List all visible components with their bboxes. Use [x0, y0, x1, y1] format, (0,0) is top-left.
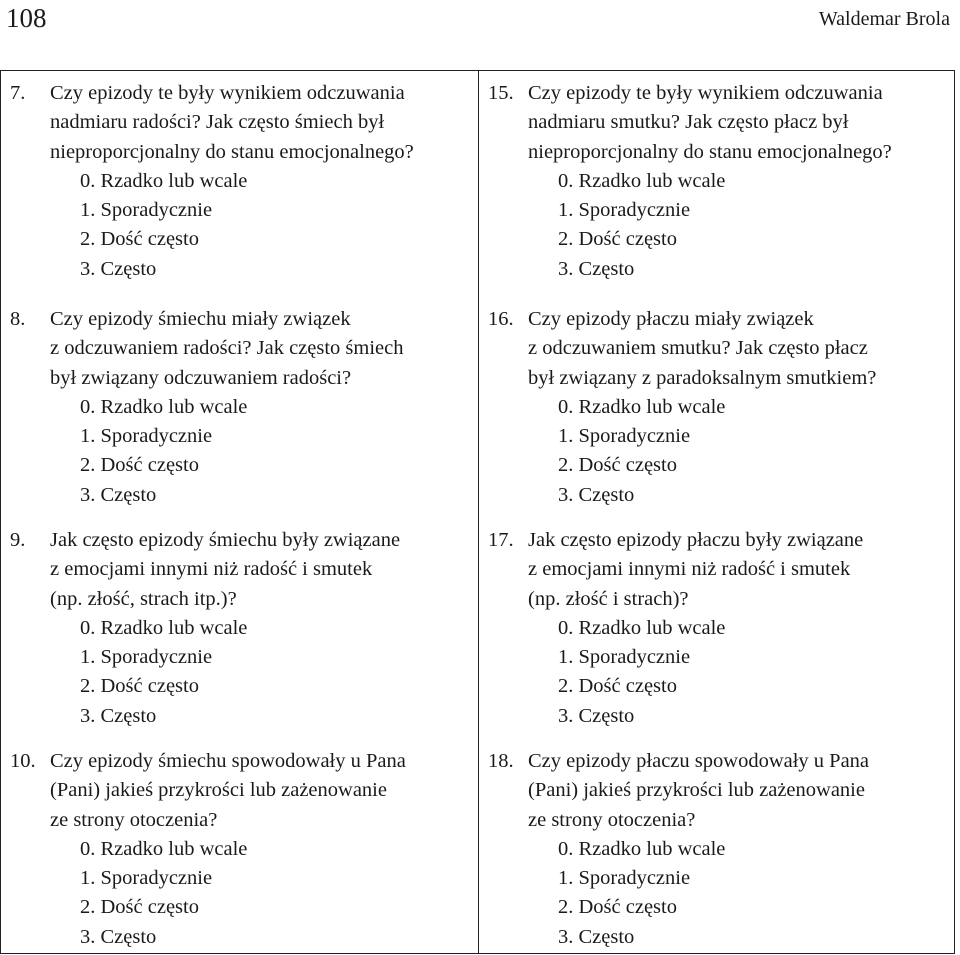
- question-cell: [479, 518, 954, 739]
- answer-option: 0. Rzadko lub wcale: [80, 837, 248, 860]
- question-header: [10, 79, 472, 167]
- questionnaire-table: [0, 70, 955, 954]
- question-cell: [1, 518, 479, 739]
- question-text: Czy epizody płaczu miały związek z odczuwaniem smutku? Jak często płacz był związany z paradoksalnym smutkiem?: [528, 308, 877, 389]
- question-header: [10, 526, 472, 614]
- answer-option: 1. Sporadycznie: [80, 199, 213, 222]
- answer-options: [80, 614, 472, 731]
- question-number: 7.: [10, 82, 26, 104]
- answer-option: 2. Dość często: [558, 228, 677, 251]
- question-number: 15.: [488, 82, 514, 104]
- answer-option: 3. Często: [558, 257, 635, 280]
- answer-options: [80, 835, 472, 952]
- question-cell: [1, 297, 479, 518]
- question-number: 17.: [488, 529, 514, 551]
- answer-option: 3. Często: [80, 257, 157, 280]
- question-number: 10.: [10, 750, 36, 772]
- running-head-author: Waldemar Brola: [818, 8, 950, 30]
- question-text: Czy epizody śmiechu spowodowały u Pana (Pani) jakieś przykrości lub zażenowanie ze strony otoczenia?: [50, 750, 406, 831]
- question-text: Czy epizody te były wynikiem odczuwania nadmiaru smutku? Jak często płacz był nieproporcjonalny do stanu emocjonalnego?: [528, 82, 892, 163]
- answer-option: 2. Dość często: [558, 454, 677, 477]
- answer-option: 1. Sporadycznie: [80, 425, 213, 448]
- question-cell: [479, 297, 954, 518]
- question-header: [10, 305, 472, 393]
- question-header: [488, 747, 948, 835]
- answer-option: 1. Sporadycznie: [558, 867, 691, 890]
- question-number: 9.: [10, 529, 26, 551]
- question-text: Jak często epizody śmiechu były związane z emocjami innymi niż radość i smutek (np. złość, strach itp.)?: [50, 529, 401, 610]
- answer-option: 0. Rzadko lub wcale: [558, 837, 726, 860]
- question-header: [488, 79, 948, 167]
- answer-option: 0. Rzadko lub wcale: [80, 169, 248, 192]
- answer-options: [558, 167, 948, 284]
- question-cell: [479, 739, 954, 953]
- question-number: 16.: [488, 308, 514, 330]
- answer-option: 0. Rzadko lub wcale: [80, 395, 248, 418]
- answer-options: [558, 614, 948, 731]
- answer-option: 1. Sporadycznie: [80, 646, 213, 669]
- question-cell: [479, 71, 954, 297]
- answer-option: 0. Rzadko lub wcale: [558, 395, 726, 418]
- answer-option: 2. Dość często: [80, 896, 199, 919]
- question-header: [10, 747, 472, 835]
- question-number: 18.: [488, 750, 514, 772]
- question-header: [488, 305, 948, 393]
- answer-option: 3. Często: [558, 704, 635, 727]
- answer-option: 0. Rzadko lub wcale: [80, 616, 248, 639]
- answer-option: 1. Sporadycznie: [558, 425, 691, 448]
- answer-option: 2. Dość często: [80, 454, 199, 477]
- answer-option: 2. Dość często: [80, 228, 199, 251]
- answer-options: [80, 393, 472, 510]
- question-cell: [1, 71, 479, 297]
- answer-option: 1. Sporadycznie: [558, 646, 691, 669]
- question-number: 8.: [10, 308, 26, 330]
- answer-options: [558, 835, 948, 952]
- page-number: 108: [6, 3, 47, 33]
- answer-option: 0. Rzadko lub wcale: [558, 169, 726, 192]
- answer-option: 1. Sporadycznie: [558, 199, 691, 222]
- answer-option: 3. Często: [558, 483, 635, 506]
- question-text: Czy epizody śmiechu miały związek z odczuwaniem radości? Jak często śmiech był związany odczuwaniem radości?: [50, 308, 404, 389]
- answer-option: 3. Często: [558, 925, 635, 948]
- answer-option: 2. Dość często: [80, 675, 199, 698]
- answer-options: [80, 167, 472, 284]
- answer-option: 3. Często: [80, 483, 157, 506]
- answer-option: 2. Dość często: [558, 675, 677, 698]
- question-header: [488, 526, 948, 614]
- answer-options: [558, 393, 948, 510]
- answer-option: 3. Często: [80, 925, 157, 948]
- answer-option: 3. Często: [80, 704, 157, 727]
- answer-option: 0. Rzadko lub wcale: [558, 616, 726, 639]
- answer-option: 1. Sporadycznie: [80, 867, 213, 890]
- answer-option: 2. Dość często: [558, 896, 677, 919]
- question-text: Czy epizody płaczu spowodowały u Pana (Pani) jakieś przykrości lub zażenowanie ze strony otoczenia?: [528, 750, 870, 831]
- question-cell: [1, 739, 479, 953]
- question-text: Jak często epizody płaczu były związane z emocjami innymi niż radość i smutek (np. złość i strach)?: [528, 529, 864, 610]
- question-text: Czy epizody te były wynikiem odczuwania nadmiaru radości? Jak często śmiech był nieproporcjonalny do stanu emocjonalnego?: [50, 82, 414, 163]
